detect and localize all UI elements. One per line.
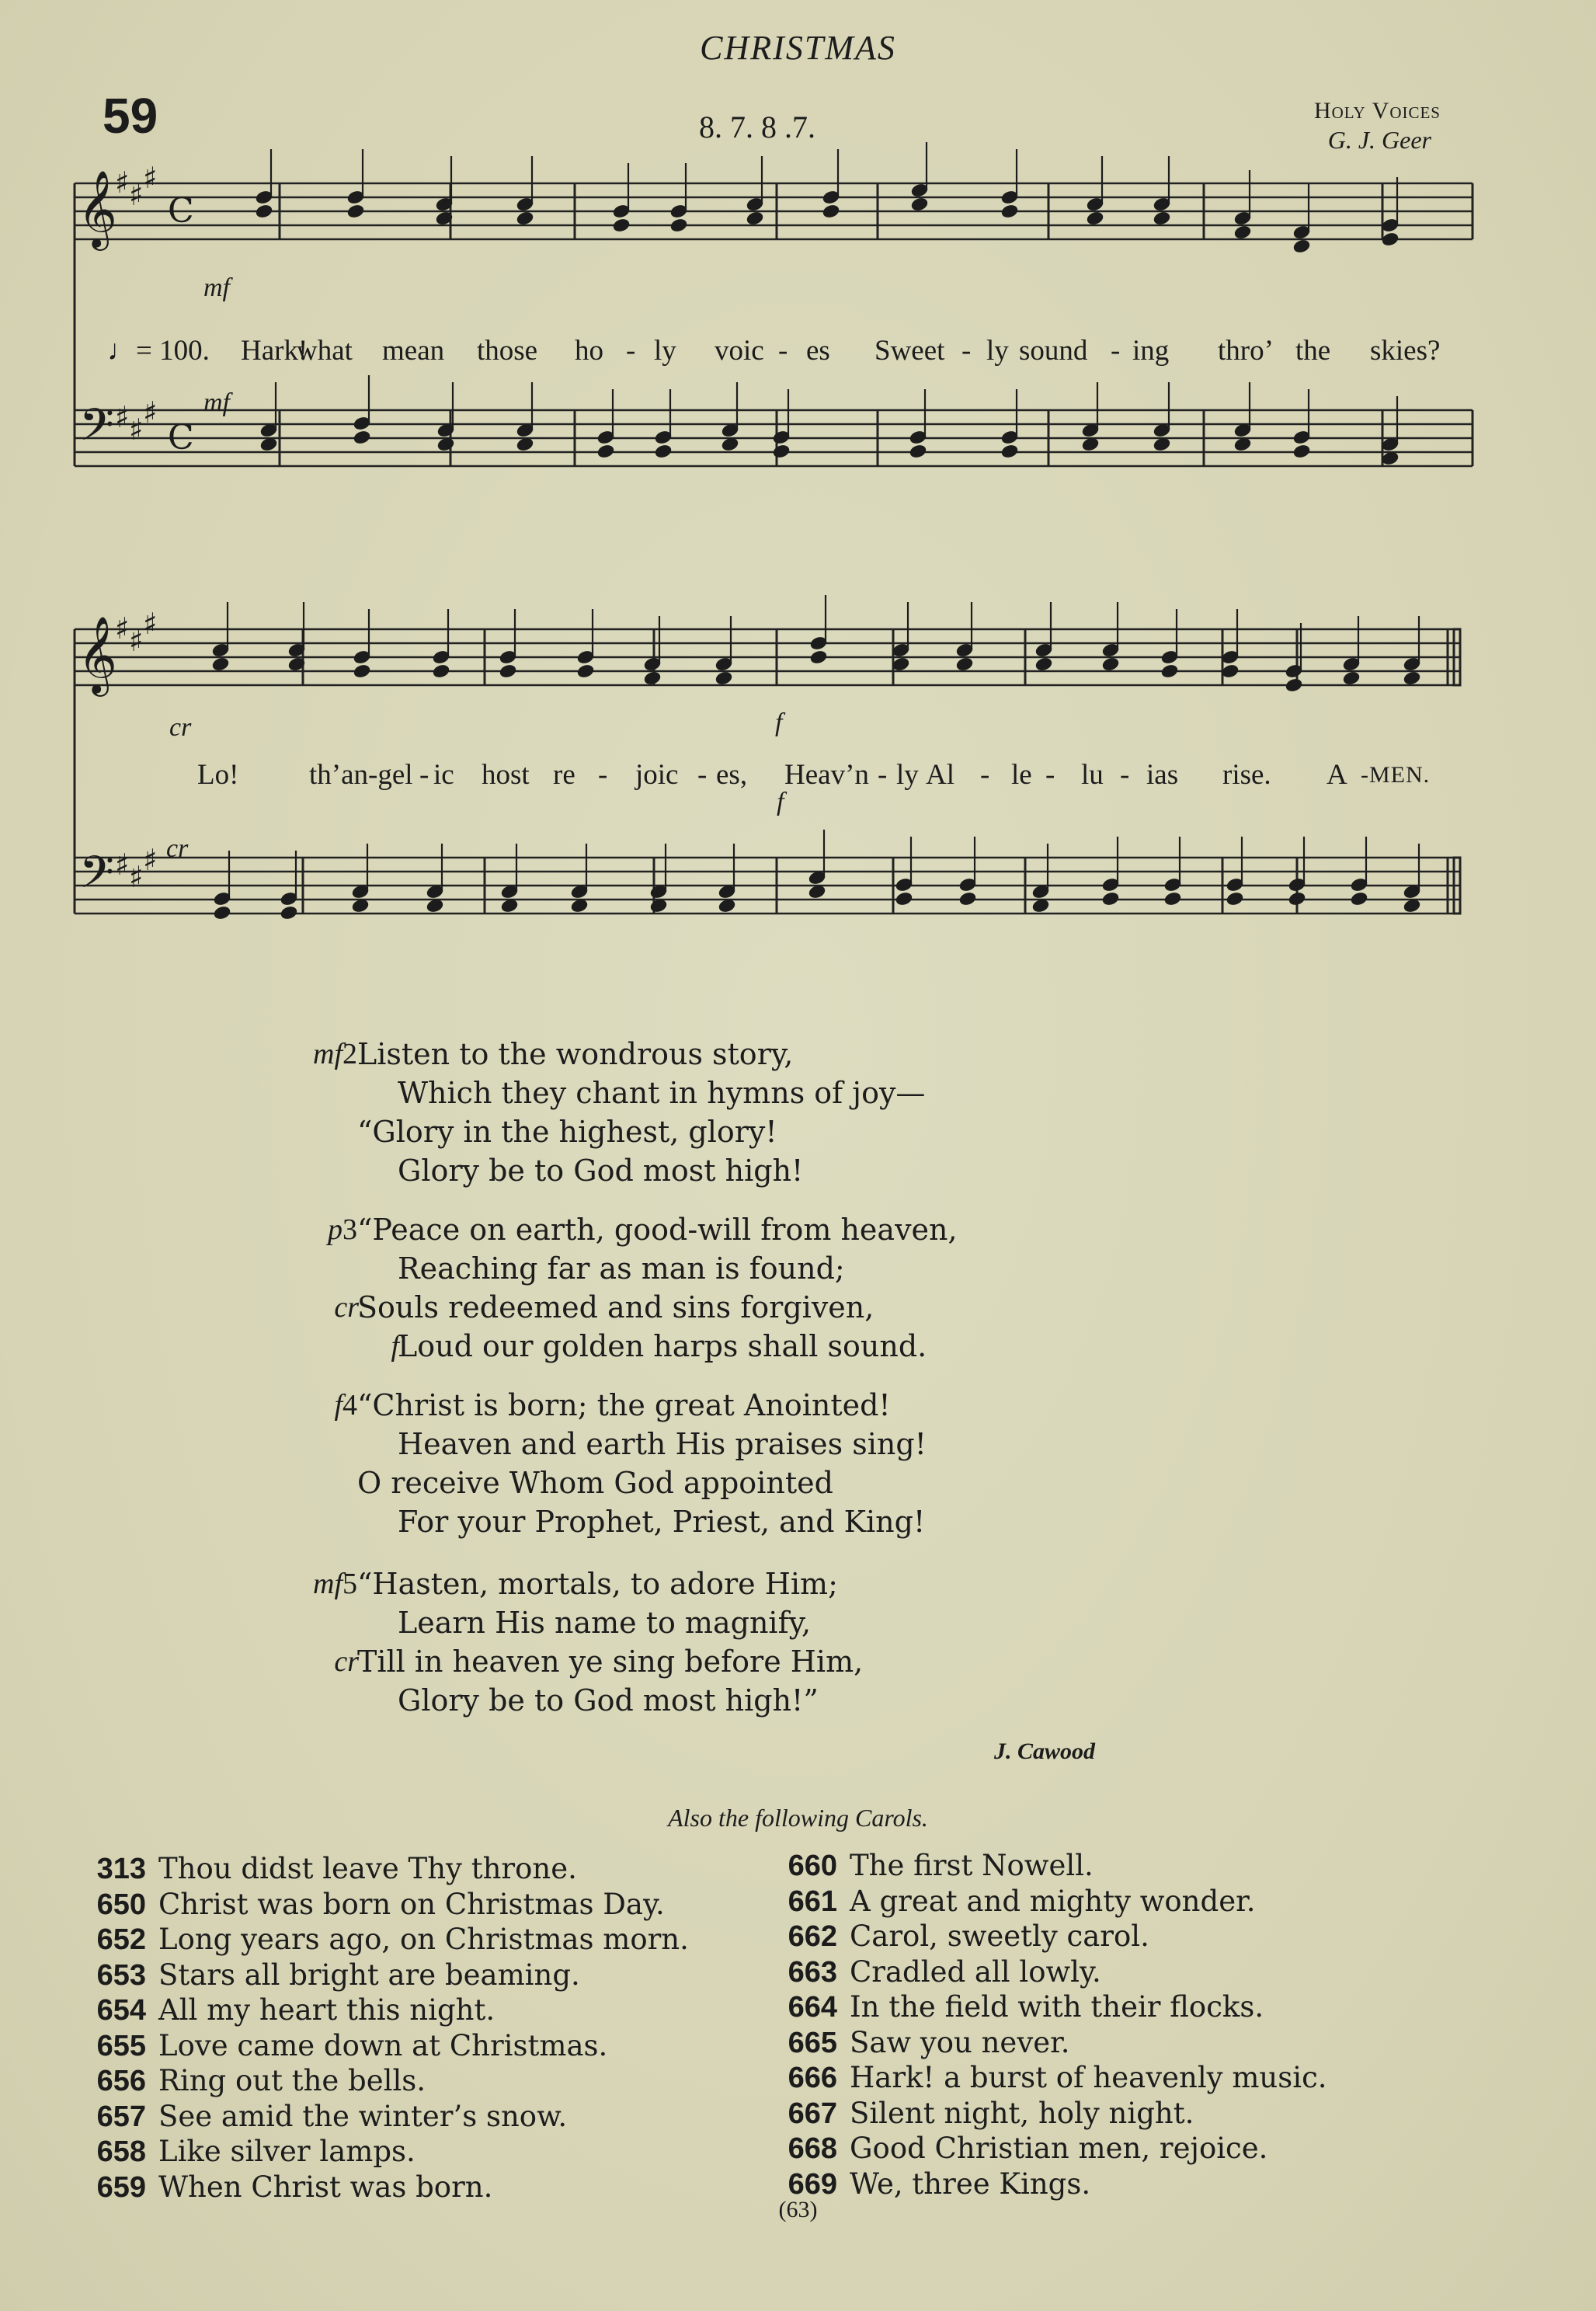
- sharp-icon: ♯: [143, 161, 158, 195]
- carol-title: Thou didst leave Thy throne.: [158, 1852, 577, 1885]
- notehead: [255, 204, 273, 219]
- notehead: [1160, 663, 1179, 679]
- verse-text: “Hasten, mortals, to adore Him;: [357, 1567, 838, 1601]
- notehead: [280, 905, 298, 921]
- carol-number: 656: [96, 2065, 146, 2097]
- lyric-line2-syllable: rise.: [1222, 759, 1271, 791]
- carol-item: [68, 1888, 689, 1923]
- notehead: [1233, 224, 1252, 240]
- carol-item: [760, 1919, 1327, 1955]
- notehead: [1288, 891, 1306, 907]
- carol-number: 663: [788, 1955, 837, 1989]
- carol-number: 650: [96, 1888, 146, 1921]
- lyric-line1-syllable: thro’: [1218, 335, 1274, 367]
- treble-clef-icon: 𝄞: [78, 170, 117, 248]
- lyric-line2-syllable: ias: [1146, 759, 1179, 791]
- lyric-line2-syllable: ic: [433, 759, 454, 791]
- carol-item: [68, 1958, 689, 1994]
- verse-text: “Peace on earth, good-will from heaven,: [357, 1213, 958, 1247]
- verse-text: Learn His name to magnify,: [398, 1606, 812, 1640]
- notehead: [772, 444, 791, 459]
- bass-clef-icon: 𝄢: [79, 846, 115, 910]
- verse-text: “Christ is born; the great Anointed!: [357, 1388, 891, 1422]
- verse-line: [357, 1425, 958, 1464]
- lyric-line1-syllable: Hark!: [241, 335, 308, 367]
- carol-item: [760, 1849, 1327, 1885]
- carol-item: [68, 2029, 689, 2065]
- carol-title: In the field with their flocks.: [850, 1990, 1264, 2024]
- notehead: [1285, 677, 1303, 693]
- carol-item: [760, 1955, 1327, 1991]
- lyric-line2-syllable: -: [1120, 759, 1130, 791]
- verse-line: [328, 1210, 958, 1249]
- carol-number: 660: [788, 1850, 837, 1882]
- verse-3: [328, 1210, 958, 1366]
- carol-title: We, three Kings.: [850, 2167, 1091, 2201]
- notehead: [654, 444, 673, 459]
- carol-number: 669: [788, 2167, 837, 2201]
- lyric-line2-syllable: -: [1045, 759, 1055, 791]
- sharp-icon: ♯: [129, 860, 144, 894]
- page-number: (63): [778, 2197, 818, 2222]
- lyric-line1-syllable: ho: [575, 335, 603, 367]
- carol-item: [760, 2061, 1327, 2097]
- carol-number: 657: [96, 2100, 146, 2133]
- verse-text: O receive Whom God appointed: [357, 1466, 833, 1500]
- notehead: [1000, 444, 1019, 459]
- lyric-line2-syllable: Heav’n: [784, 759, 869, 791]
- quarter-note-icon: ♩: [107, 335, 136, 367]
- verse-text: Glory be to God most high!”: [398, 1683, 819, 1718]
- lyric-line2-syllable: -: [697, 759, 708, 791]
- dynamic-f-treble: f: [775, 708, 783, 737]
- notehead: [895, 891, 913, 907]
- notehead: [576, 663, 595, 679]
- carol-item: [68, 1993, 689, 2029]
- lyric-line1-syllable: skies?: [1370, 335, 1441, 367]
- carol-item: [760, 2097, 1327, 2132]
- lyric-line1-syllable: mean: [382, 335, 445, 367]
- line-dynamic: cr: [334, 1645, 359, 1678]
- notehead: [1221, 663, 1240, 679]
- carol-title: The first Nowell.: [850, 1849, 1094, 1882]
- verse-text: For your Prophet, Priest, and King!: [398, 1505, 926, 1539]
- section-title: CHRISTMAS: [700, 29, 896, 67]
- carol-item: [760, 2026, 1327, 2062]
- carol-number: 668: [788, 2132, 837, 2165]
- notehead: [910, 197, 929, 212]
- notehead: [1086, 211, 1104, 226]
- sharp-icon: ♯: [115, 400, 130, 434]
- verse-line: [334, 1642, 958, 1681]
- line-dynamic: f: [391, 1330, 399, 1363]
- sharp-icon: ♯: [115, 611, 130, 646]
- lyric-line2-syllable: es,: [716, 759, 748, 791]
- dynamic-cr-bass: cr: [166, 834, 189, 863]
- verse-line: [357, 1249, 958, 1288]
- verse-line: [357, 1464, 958, 1502]
- carol-title: Love came down at Christmas.: [158, 2028, 608, 2062]
- carol-item: [68, 2100, 689, 2135]
- carol-title: Like silver lamps.: [158, 2135, 416, 2168]
- carol-number: 661: [788, 1885, 837, 1918]
- author: J. Cawood: [993, 1738, 1095, 1764]
- carol-title: Silent night, holy night.: [850, 2096, 1194, 2130]
- notehead: [1000, 204, 1019, 219]
- notehead: [669, 218, 688, 233]
- verse-5: [313, 1564, 958, 1720]
- dynamic-cr-treble: cr: [169, 713, 192, 742]
- lyric-line2-syllable: le: [1011, 759, 1032, 791]
- carol-number: 659: [96, 2170, 146, 2204]
- common-time-icon: C: [168, 418, 194, 458]
- carol-number: 664: [788, 1991, 837, 2024]
- verse-line: [357, 1681, 958, 1720]
- carol-number: 667: [788, 2097, 837, 2130]
- verse-number: mf2: [313, 1038, 357, 1070]
- bass-clef-icon: 𝄢: [79, 399, 115, 462]
- verse-line: [357, 1112, 958, 1151]
- carols-left-column: [68, 1852, 689, 2205]
- common-time-icon: C: [168, 191, 194, 231]
- notehead: [211, 656, 230, 672]
- carol-item: [68, 1852, 689, 1888]
- verse-number: f4: [334, 1389, 357, 1422]
- carol-title: Cradled all lowly.: [850, 1954, 1101, 1989]
- carol-title: Stars all bright are beaming.: [158, 1958, 580, 1992]
- verse-number: mf5: [313, 1568, 357, 1600]
- notehead: [1292, 238, 1311, 254]
- notehead: [1292, 444, 1311, 459]
- verses: [313, 1035, 958, 1740]
- carol-number: 652: [96, 1923, 146, 1956]
- sharp-icon: ♯: [143, 607, 158, 641]
- carol-item: [68, 2135, 689, 2170]
- carol-number: 653: [96, 1958, 146, 1992]
- carol-item: [760, 2132, 1327, 2167]
- sharp-icon: ♯: [129, 624, 144, 658]
- notehead: [346, 204, 365, 219]
- sharp-icon: ♯: [115, 847, 130, 882]
- lyric-line1-syllable: -: [626, 335, 636, 367]
- lyric-line2-syllable: -: [419, 759, 429, 791]
- verse-number: p3: [328, 1213, 357, 1246]
- sharp-icon: ♯: [129, 412, 144, 447]
- verse-text: Which they chant in hymns of joy—: [398, 1076, 926, 1110]
- lyric-line2-syllable: host: [482, 759, 530, 791]
- notehead: [892, 656, 910, 672]
- notehead: [213, 905, 231, 921]
- notehead: [715, 670, 733, 686]
- carol-title: Christ was born on Christmas Day.: [158, 1887, 665, 1921]
- carol-title: Saw you never.: [850, 2025, 1070, 2059]
- lyric-line1-syllable: the: [1295, 335, 1331, 367]
- carol-title: Long years ago, on Christmas morn.: [158, 1923, 689, 1956]
- notehead: [955, 656, 974, 672]
- verse-line: [357, 1502, 958, 1541]
- notehead: [909, 444, 927, 459]
- notehead: [516, 211, 534, 226]
- verse-2: [313, 1035, 958, 1190]
- notehead: [1342, 670, 1361, 686]
- notehead: [746, 211, 764, 226]
- lyric-line2-syllable: -MEN.: [1361, 762, 1431, 788]
- notehead: [958, 891, 977, 907]
- tempo-marking: ♩= 100.: [107, 335, 210, 367]
- notehead: [596, 444, 615, 459]
- lyric-line1-syllable: what: [297, 335, 353, 367]
- notehead: [1034, 656, 1053, 672]
- lyric-line2-syllable: th’an-gel: [309, 759, 413, 791]
- notehead: [1403, 670, 1421, 686]
- verse-line: [357, 1074, 958, 1112]
- carol-item: [760, 1885, 1327, 1920]
- notehead: [499, 663, 517, 679]
- sharp-icon: ♯: [143, 395, 158, 430]
- lyric-line1-syllable: ly: [654, 335, 676, 367]
- notehead: [643, 670, 662, 686]
- notehead: [1350, 891, 1368, 907]
- music-score: [0, 0, 1596, 1010]
- verse-text: Listen to the wondrous story,: [357, 1037, 794, 1071]
- lyric-line1-syllable: ing: [1132, 335, 1170, 367]
- meter: 8. 7. 8 .7.: [699, 110, 815, 144]
- carol-item: [68, 2064, 689, 2100]
- lyric-line1-syllable: those: [477, 335, 538, 367]
- lyric-line2-syllable: ly: [896, 759, 919, 791]
- lyric-line2-syllable: lu: [1081, 759, 1104, 791]
- carol-number: 313: [96, 1853, 146, 1885]
- also-heading: Also the following Carols.: [668, 1804, 928, 1832]
- dynamic-mf-bass: mf: [203, 388, 230, 417]
- notehead: [1101, 891, 1120, 907]
- lyric-line2-syllable: Al: [926, 759, 954, 791]
- lyric-line2-syllable: -: [980, 759, 990, 791]
- composer: G. J. Geer: [1327, 126, 1431, 154]
- notehead: [1101, 656, 1120, 672]
- carol-title: Ring out the bells.: [158, 2064, 426, 2097]
- notehead: [353, 663, 371, 679]
- verse-line: [357, 1603, 958, 1642]
- lyric-line2-syllable: re: [553, 759, 575, 791]
- lyric-line2-syllable: -: [598, 759, 608, 791]
- verse-line: [334, 1386, 958, 1425]
- notehead: [612, 218, 631, 233]
- lyric-line1-syllable: es: [806, 335, 830, 367]
- lyric-line2-syllable: Lo!: [197, 759, 239, 791]
- carol-title: Hark! a burst of heavenly music.: [850, 2061, 1327, 2094]
- carol-number: 662: [788, 1920, 837, 1953]
- lyric-line1-syllable: voic: [715, 335, 764, 367]
- lyric-line1-syllable: sound: [1019, 335, 1088, 367]
- treble-clef-icon: 𝄞: [78, 616, 117, 694]
- lyric-line2-syllable: -: [878, 759, 888, 791]
- notehead: [1163, 891, 1182, 907]
- notehead: [822, 204, 840, 219]
- verse-line: [313, 1035, 958, 1074]
- verse-line: [334, 1288, 958, 1327]
- carol-title: When Christ was born.: [158, 2170, 493, 2204]
- carols-right-column: [760, 1849, 1327, 2202]
- lyric-line1-syllable: ly: [986, 335, 1009, 367]
- verse-text: Till in heaven ye sing before Him,: [357, 1644, 864, 1679]
- carol-number: 655: [96, 2029, 146, 2062]
- carol-item: [68, 1923, 689, 1958]
- carol-number: 654: [96, 1994, 146, 2027]
- dynamic-mf-treble: mf: [203, 273, 230, 302]
- notehead: [1153, 211, 1171, 226]
- carol-number: 658: [96, 2135, 146, 2168]
- verse-text: “Glory in the highest, glory!: [357, 1115, 777, 1149]
- lyric-line1-syllable: Sweet: [874, 335, 945, 367]
- verse-text: Reaching far as man is found;: [398, 1251, 845, 1286]
- lyric-line1-syllable: -: [961, 335, 972, 367]
- sharp-icon: ♯: [129, 178, 144, 212]
- carol-title: Good Christian men, rejoice.: [850, 2132, 1268, 2165]
- lyric-line1-syllable: -: [778, 335, 788, 367]
- verse-text: Souls redeemed and sins forgiven,: [357, 1290, 874, 1324]
- notehead: [1226, 891, 1244, 907]
- lyric-line1-syllable: -: [1111, 335, 1121, 367]
- verse-line: [313, 1564, 958, 1603]
- verse-text: Heaven and earth His praises sing!: [398, 1427, 927, 1461]
- sharp-icon: ♯: [143, 843, 158, 877]
- notehead: [353, 430, 371, 445]
- carol-title: All my heart this night.: [158, 1993, 495, 2027]
- lyric-line2-syllable: A: [1327, 759, 1347, 791]
- tune-name: Holy Voices: [1313, 98, 1441, 124]
- verse-text: Loud our golden harps shall sound.: [398, 1329, 927, 1363]
- carol-title: Carol, sweetly carol.: [850, 1919, 1149, 1953]
- carol-item: [760, 1990, 1327, 2026]
- verse-line: [357, 1151, 958, 1190]
- verse-line: [357, 1327, 958, 1366]
- notehead: [809, 649, 828, 665]
- notehead: [432, 663, 450, 679]
- notehead: [1381, 231, 1400, 247]
- verse-text: Glory be to God most high!: [398, 1154, 804, 1188]
- carol-number: 666: [788, 2062, 837, 2094]
- hymn-number: 59: [103, 88, 158, 144]
- carol-number: 665: [788, 2026, 837, 2059]
- carol-title: See amid the winter’s snow.: [158, 2099, 568, 2133]
- sharp-icon: ♯: [115, 165, 130, 200]
- carol-title: A great and mighty wonder.: [850, 1884, 1256, 1918]
- line-dynamic: cr: [334, 1291, 359, 1324]
- verse-4: [334, 1386, 958, 1541]
- dynamic-f-bass: f: [777, 788, 784, 816]
- lyric-line2-syllable: joic: [635, 759, 679, 791]
